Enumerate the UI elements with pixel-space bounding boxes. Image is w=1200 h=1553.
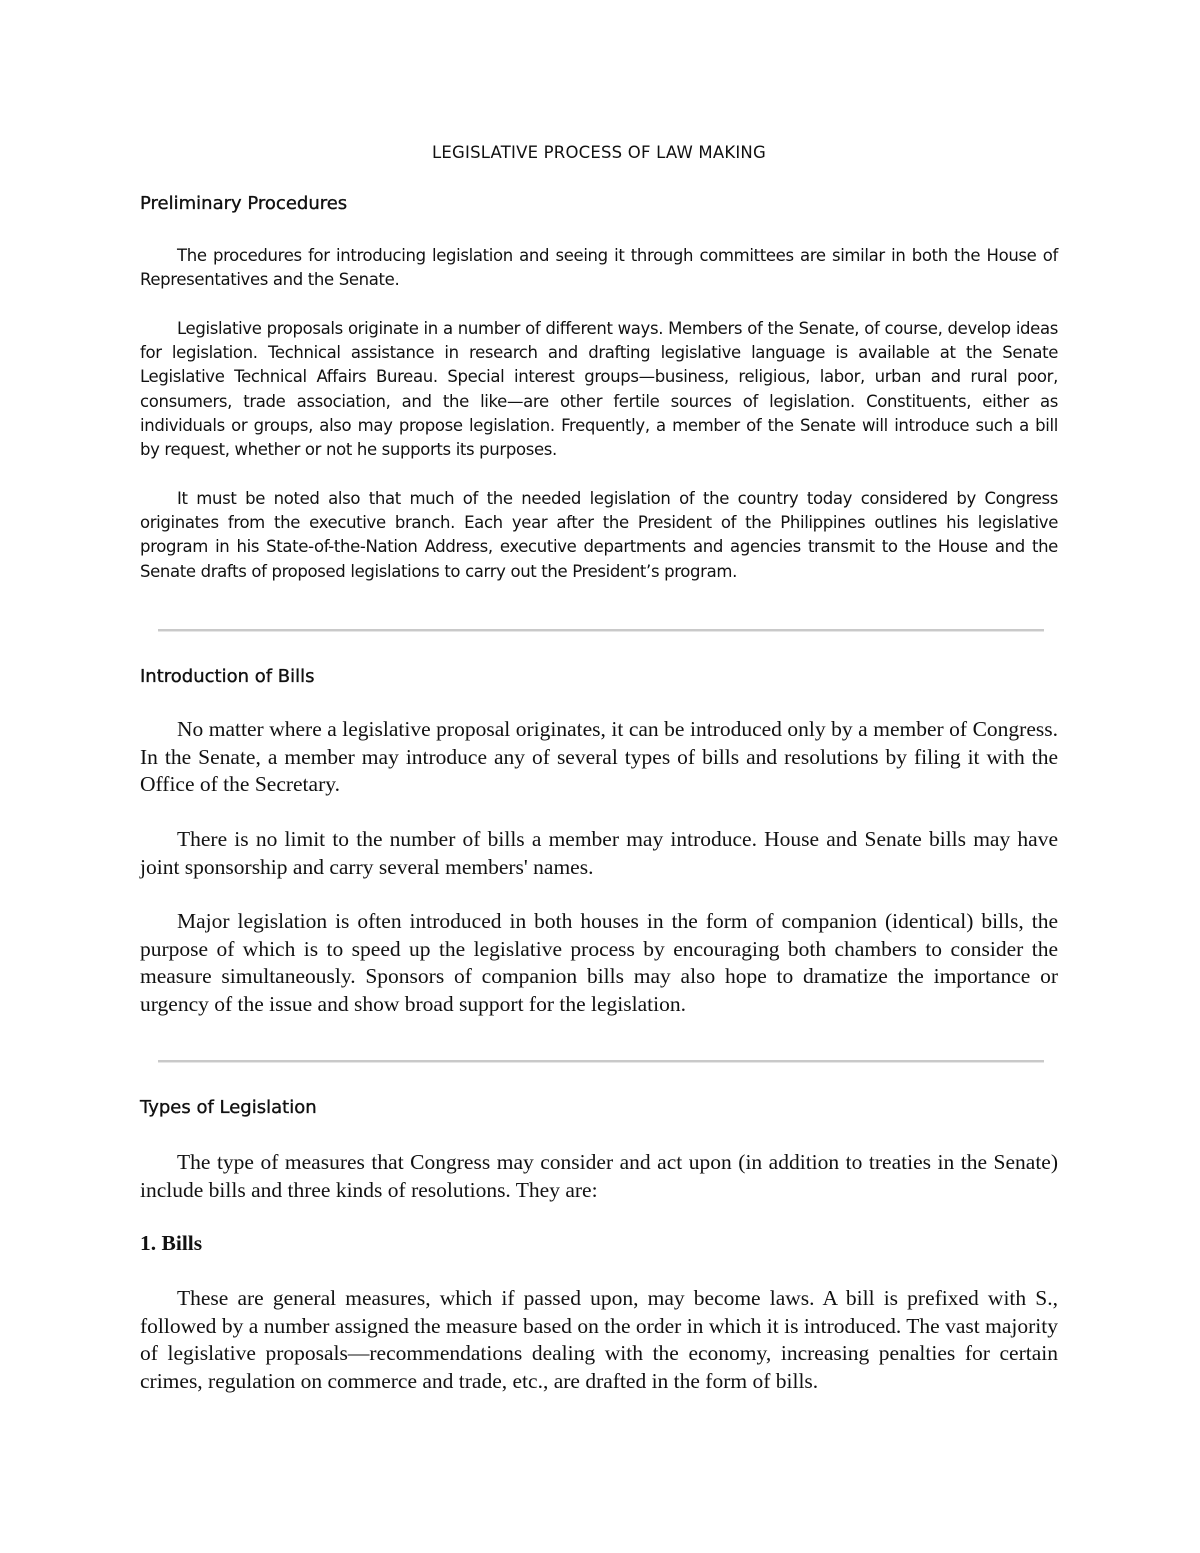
heading-types-of-legislation: Types of Legislation: [140, 1097, 317, 1118]
section-divider: [158, 1060, 1044, 1063]
subheading-bills: 1. Bills: [140, 1231, 203, 1255]
paragraph-preliminary-1: The procedures for introducing legislation and seeing it through committees are similar in both the House of Representatives and the Senate.: [140, 246, 1058, 290]
paragraph-preliminary-2: Legislative proposals originate in a number of different ways. Members of the Senate, of course, develop ideas for legislation. Technical assistance in research and drafting legislative language is available at the Senate Legislative Technical Affairs Bureau. Special interest groups—business, religious, labor, urban and rural poor, consumers, trade association, and the like—are other fertile sources of legislation. Constituents, either as individuals or groups, also may propose legislation. Frequently, a member of the Senate will introduce such a bill by request, whether or not he supports its purposes.: [140, 319, 1058, 460]
paragraph-types-intro: The type of measures that Congress may consider and act upon (in addition to treaties in the Senate) include bills and three kinds of resolutions. They are:: [140, 1150, 1058, 1202]
paragraph-preliminary-3: It must be noted also that much of the needed legislation of the country today considered by Congress originates from the executive branch. Each year after the President of the Philippines outlines his legislative program in his State-of-the-Nation Address, executive departments and agencies transmit to the House and the Senate drafts of proposed legislations to carry out the President’s program.: [140, 489, 1058, 581]
section-divider: [158, 629, 1044, 632]
document-title: LEGISLATIVE PROCESS OF LAW MAKING: [432, 143, 766, 162]
paragraph-introduction-3: Major legislation is often introduced in both houses in the form of companion (identical) bills, the purpose of which is to speed up the legislative process by encouraging both chambers to consider the measure simultaneously. Sponsors of companion bills may also hope to dramatize the importance or urgency of the issue and show broad support for the legislation.: [140, 909, 1058, 1016]
paragraph-introduction-2: There is no limit to the number of bills a member may introduce. House and Senate bills may have joint sponsorship and carry several members' names.: [140, 827, 1058, 879]
paragraph-bills: These are general measures, which if passed upon, may become laws. A bill is prefixed with S., followed by a number assigned the measure based on the order in which it is introduced. The vast majority of legislative proposals—recommendations dealing with the economy, increasing penalties for certain crimes, regulation on commerce and trade, etc., are drafted in the form of bills.: [140, 1286, 1058, 1393]
paragraph-introduction-1: No matter where a legislative proposal originates, it can be introduced only by a member of Congress. In the Senate, a member may introduce any of several types of bills and resolutions by filing it with the Office of the Secretary.: [140, 717, 1058, 796]
heading-introduction-of-bills: Introduction of Bills: [140, 666, 315, 687]
heading-preliminary-procedures: Preliminary Procedures: [140, 193, 348, 214]
